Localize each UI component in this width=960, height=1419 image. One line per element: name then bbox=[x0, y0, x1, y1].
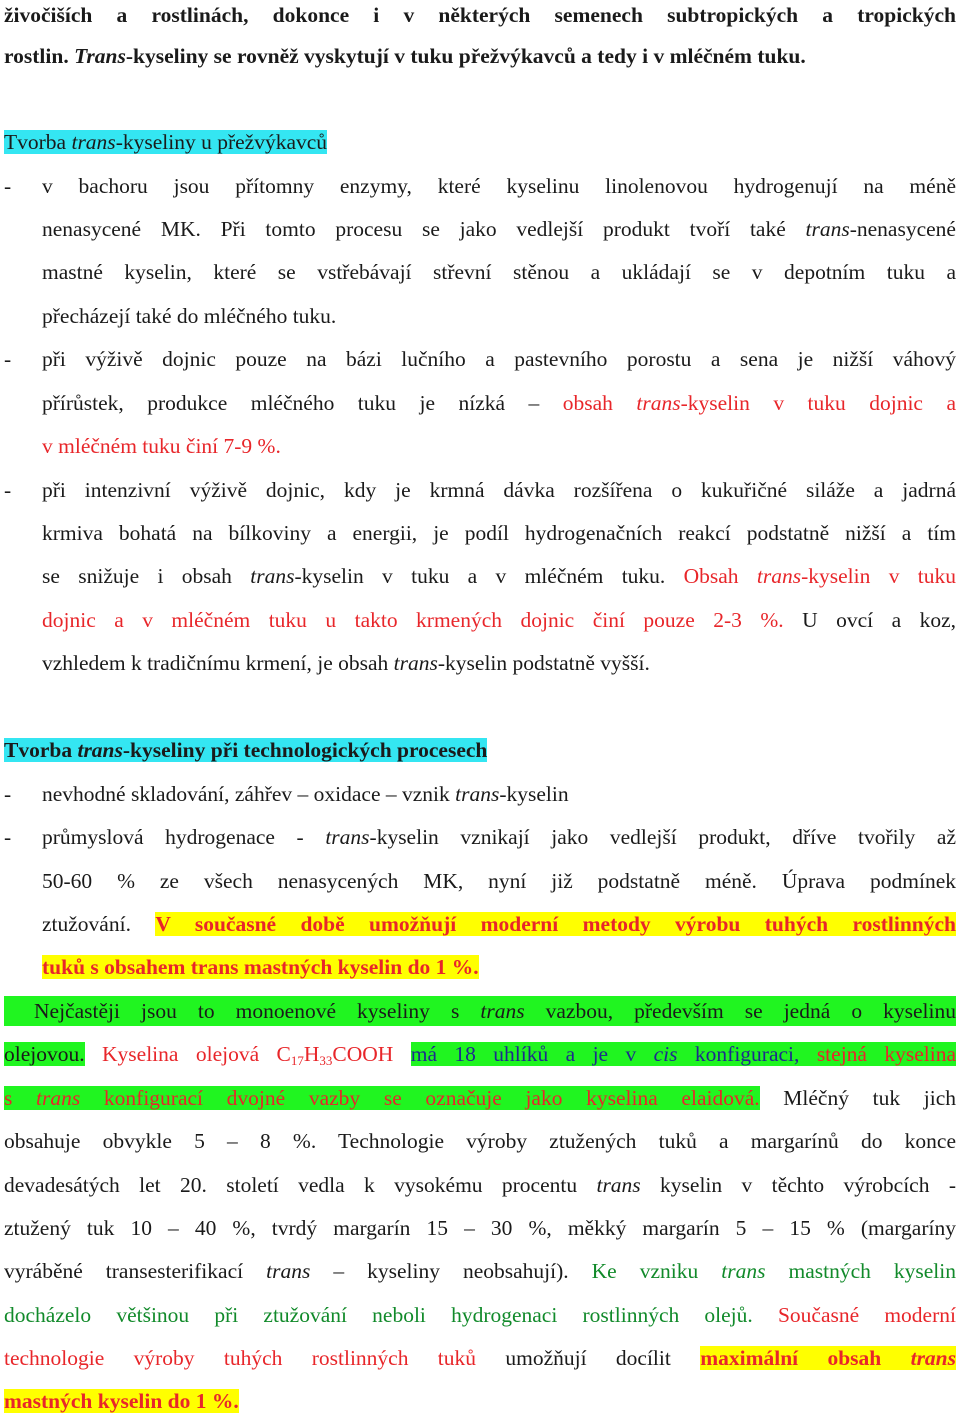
text-line bbox=[42, 518, 956, 548]
text-run: průmyslová hydrogenace - bbox=[42, 825, 326, 849]
highlighted-text: technologie výroby tuhých rostlinných tuků bbox=[4, 1346, 506, 1370]
text-run: trans bbox=[480, 999, 525, 1023]
green-highlight bbox=[4, 996, 956, 1026]
text-run: Kyselina olejová C bbox=[84, 1042, 291, 1066]
text-run: nevhodné skladování, záhřev – oxidace – vznik bbox=[42, 782, 456, 806]
highlighted-text: docházelo většinou při ztužování neboli hydrogenaci rostlinných olejů. bbox=[4, 1303, 753, 1327]
text-run: -kyselin bbox=[499, 782, 569, 806]
text-line bbox=[4, 1386, 956, 1416]
text-line bbox=[4, 1083, 956, 1113]
text-line bbox=[4, 1343, 956, 1373]
text-run: rostlin. bbox=[4, 44, 69, 68]
text-run: -kyselin v tuku a v mléčném tuku. bbox=[294, 564, 684, 588]
text-run: COOH bbox=[332, 1042, 411, 1066]
text-run: trans bbox=[36, 1086, 81, 1110]
text-run: U ovcí a koz, bbox=[783, 608, 956, 632]
highlighted-text: tuků s obsahem trans mastných kyselin do 1 %. bbox=[42, 955, 479, 979]
section-heading bbox=[4, 735, 956, 765]
text-line bbox=[42, 909, 956, 939]
text-run: Nejčastěji jsou to monoenové kyseliny s bbox=[34, 999, 481, 1023]
text-run: maximální obsah bbox=[700, 1346, 911, 1370]
text-line bbox=[4, 1256, 956, 1286]
text-run: Tvorba bbox=[4, 130, 72, 154]
text-run: trans bbox=[250, 564, 295, 588]
text-run: trans bbox=[455, 782, 500, 806]
heading-highlight bbox=[4, 130, 327, 154]
text-run: mastné kyselin, které se vstřebávají střevní stěnou a ukládají se v depotním tuku a bbox=[42, 260, 956, 284]
text-run: se snižuje i obsah bbox=[42, 564, 251, 588]
text-line bbox=[4, 1213, 956, 1243]
text-run: H bbox=[303, 1042, 320, 1066]
text-run: Tvorba bbox=[4, 738, 78, 762]
text-run: konfiguraci, bbox=[677, 1042, 817, 1066]
text-run: vzhledem k tradičnímu krmení, je obsah bbox=[42, 651, 394, 675]
highlighted-text bbox=[85, 1042, 411, 1066]
text-line bbox=[42, 171, 956, 201]
text-line bbox=[42, 648, 956, 678]
green-highlight bbox=[411, 1042, 956, 1066]
text-run: krmiva bohatá na bílkoviny a energii, je podíl hydrogenačních reakcí podstatně nižší a tím bbox=[42, 521, 956, 545]
text-line bbox=[4, 1039, 956, 1069]
bullet-dash: - bbox=[4, 174, 12, 198]
highlighted-text bbox=[563, 391, 956, 415]
text-run: cis bbox=[653, 1042, 678, 1066]
text-line bbox=[42, 779, 956, 809]
text-run: přírůstek, produkce mléčného tuku je nízká – bbox=[42, 391, 563, 415]
text-run: -kyselin v tuku dojnic a bbox=[680, 391, 956, 415]
subscript: 33 bbox=[319, 1053, 333, 1068]
text-run: trans bbox=[805, 217, 850, 241]
text-run: Při tomto procesu se jako vedlejší produkt tvoří také bbox=[220, 217, 806, 241]
text-line bbox=[42, 214, 956, 244]
text-run: trans bbox=[266, 1259, 311, 1283]
text-line bbox=[42, 605, 956, 635]
text-run: s bbox=[4, 1086, 37, 1110]
highlighted-text bbox=[592, 1259, 956, 1283]
text-line bbox=[4, 1300, 956, 1330]
green-highlight bbox=[4, 1086, 760, 1110]
text-run: trans bbox=[756, 564, 802, 588]
text-line bbox=[42, 431, 956, 461]
text-run: v bachoru jsou přítomny enzymy, které kyselinu linolenovou hydrogenují na méně bbox=[42, 174, 956, 198]
text-run: Ke vzniku bbox=[591, 1259, 722, 1283]
text-run: v mléčném tuku činí 7-9 %. bbox=[42, 434, 281, 458]
text-run: Obsah bbox=[683, 564, 757, 588]
text-run: -kyselin v tuku bbox=[801, 564, 956, 588]
text-run: ztužený tuk 10 – 40 %, tvrdý margarín 15 – 30 %, měkký margarín 5 – 15 % (margaríny bbox=[4, 1216, 956, 1240]
highlighted-text: V současné době umožňují moderní metody výrobu tuhých rostlinných bbox=[155, 912, 956, 936]
text-line bbox=[4, 996, 956, 1026]
text-run: trans bbox=[325, 825, 370, 849]
text-line bbox=[4, 1126, 956, 1156]
text-run: -kyselin vznikají jako vedlejší produkt, dříve tvořily až bbox=[369, 825, 956, 849]
text-run: vazbou, především se jedná o kyselinu bbox=[524, 999, 956, 1023]
text-run: ztužování. bbox=[42, 912, 156, 936]
text-run: trans bbox=[910, 1346, 957, 1370]
subscript: 17 bbox=[290, 1053, 304, 1068]
text-run: 50-60 % ze všech nenasycených MK, nyní již podstatně méně. Úprava podmínek bbox=[42, 869, 956, 893]
text-run: -nenasycené bbox=[849, 217, 956, 241]
text-run: umožňují docílit bbox=[505, 1346, 701, 1370]
green-highlight: olejovou. bbox=[4, 1042, 85, 1066]
text-line bbox=[4, 1170, 956, 1200]
bullet-dash: - bbox=[4, 478, 12, 502]
bullet-dash: - bbox=[4, 782, 12, 806]
text-line bbox=[42, 301, 956, 331]
text-line bbox=[4, 41, 956, 71]
text-run: živočiších a rostlinách, dokonce i v některých semenech subtropických a tropických bbox=[4, 3, 956, 27]
text-run: obsah bbox=[562, 391, 637, 415]
highlighted-text bbox=[684, 564, 956, 588]
bullet-dash: - bbox=[4, 825, 12, 849]
text-run: přecházejí také do mléčného tuku. bbox=[42, 304, 337, 328]
text-run: -kyseliny při technologických procesech bbox=[122, 738, 488, 762]
text-run: při výživě dojnic pouze na bázi lučního a pastevního porostu a sena je nižší váhový bbox=[42, 347, 956, 371]
text-run: kyselin v těchto výrobcích - bbox=[640, 1173, 956, 1197]
text-run: trans bbox=[393, 651, 438, 675]
section-heading bbox=[4, 127, 956, 157]
text-run: obsahuje obvykle 5 – 8 %. Technologie výroby ztužených tuků a margarínů do konce bbox=[4, 1129, 956, 1153]
text-line bbox=[42, 257, 956, 287]
text-run: Mléčný tuk jich bbox=[759, 1086, 957, 1110]
text-run: trans bbox=[71, 130, 116, 154]
text-line bbox=[42, 822, 956, 852]
text-line bbox=[4, 0, 956, 30]
bullet-dash: - bbox=[4, 347, 12, 371]
text-run: mastných kyselin bbox=[765, 1259, 957, 1283]
text-run: trans bbox=[77, 738, 123, 762]
text-run: trans bbox=[596, 1173, 641, 1197]
text-run: při intenzivní výživě dojnic, kdy je krmná dávka rozšířena o kukuřičné siláže a jadrná bbox=[42, 478, 956, 502]
text-line bbox=[42, 344, 956, 374]
text-run: – kyseliny neobsahují). bbox=[310, 1259, 592, 1283]
text-run: vyráběné transesterifikací bbox=[4, 1259, 267, 1283]
text-run: stejná kyselina bbox=[816, 1042, 957, 1066]
text-line bbox=[42, 561, 956, 591]
text-line bbox=[42, 866, 956, 896]
highlighted-text: dojnic a v mléčném tuku u takto krmených dojnic činí pouze 2-3 %. bbox=[42, 608, 784, 632]
text-run: -kyseliny se rovněž vyskytují v tuku přežvýkavců a tedy i v mléčném tuku. bbox=[125, 44, 806, 68]
text-run: trans bbox=[721, 1259, 766, 1283]
text-run: má 18 uhlíků a je v bbox=[410, 1042, 654, 1066]
text-line bbox=[42, 952, 956, 982]
text-run: Trans bbox=[74, 44, 126, 68]
heading-highlight bbox=[4, 738, 487, 762]
highlighted-text: mastných kyselin do 1 %. bbox=[4, 1389, 239, 1413]
text-run: nenasycené MK. bbox=[42, 217, 221, 241]
text-run: -kyseliny u přežvýkavců bbox=[115, 130, 328, 154]
highlighted-text bbox=[700, 1346, 956, 1370]
highlighted-text: Současné moderní bbox=[752, 1303, 956, 1327]
text-line bbox=[42, 388, 956, 418]
text-run: -kyselin podstatně vyšší. bbox=[437, 651, 650, 675]
text-run: konfigurací dvojné vazby se označuje jako kyselina elaidová. bbox=[80, 1086, 760, 1110]
text-run: devadesátých let 20. století vedla k vysokému procentu bbox=[4, 1173, 597, 1197]
text-run: trans bbox=[636, 391, 681, 415]
text-line bbox=[42, 475, 956, 505]
